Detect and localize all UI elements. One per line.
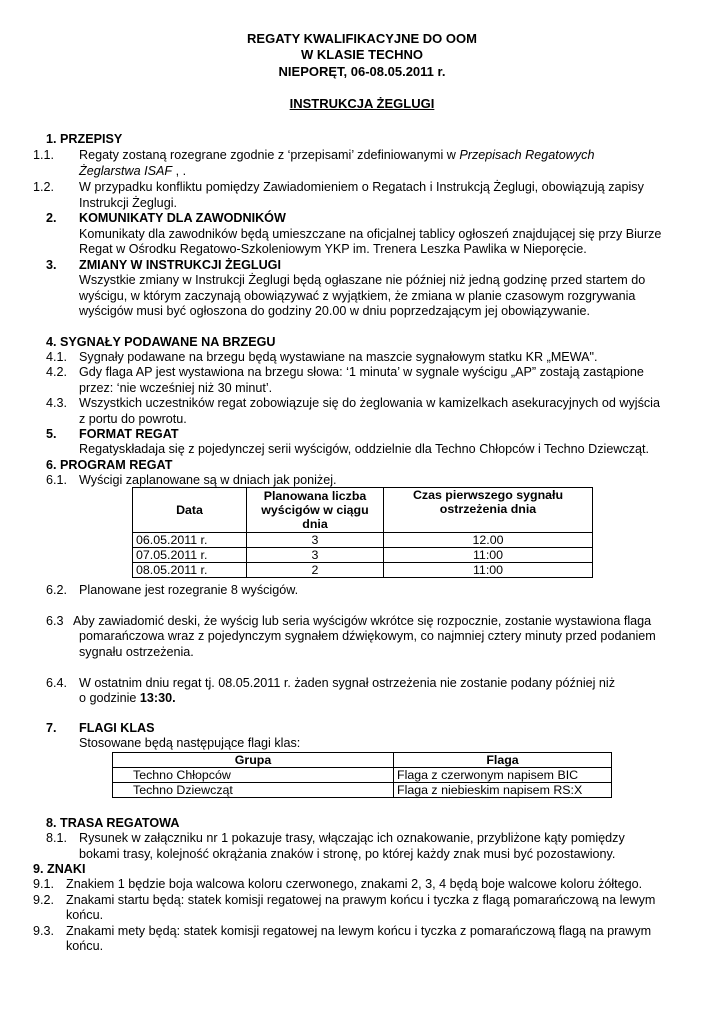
p93-text-1: Znakami mety będą: statek komisji regatowej na lewym końcu i tyczka z pomarańczową flagą na prawym (66, 924, 652, 938)
section-2-heading: KOMUNIKATY DLA ZAWODNIKÓW (79, 211, 286, 225)
p63-text-3: sygnału ostrzeżenia. (79, 645, 194, 659)
title-line-3: NIEPORĘT, 06-08.05.2011 r. (278, 64, 446, 79)
table-cell: Techno Chłopców (113, 768, 394, 783)
p64-text-2-main: o godzinie (79, 691, 140, 705)
time-header-line-2: ostrzeżenia dnia (439, 502, 537, 516)
flags-table (112, 752, 612, 798)
flags-header-group: Grupa (113, 753, 394, 768)
p92-number: 9.2. (33, 893, 55, 907)
section-2-number: 2. (46, 211, 57, 225)
table-cell: 06.05.2011 r. (133, 533, 247, 548)
section-5-heading: FORMAT REGAT (79, 427, 179, 441)
p63-number: 6.3 (46, 614, 64, 628)
flags-table-header (113, 753, 612, 768)
section-9-heading: 9. ZNAKI (33, 862, 86, 876)
table-cell: 11:00 (384, 548, 593, 563)
section-7-number: 7. (46, 721, 57, 735)
table-cell: 07.05.2011 r. (133, 548, 247, 563)
section-5-number: 5. (46, 427, 57, 441)
s3-text-1: Wszystkie zmiany w Instrukcji Żeglugi będą ogłaszane nie później niż jedną godzinę przed startem do (79, 273, 646, 287)
table-cell: 3 (247, 548, 384, 563)
p42-text-2: przez: ‘nie wcześniej niż 30 minut’. (79, 381, 273, 395)
p63-text-1: Aby zawiadomić deski, że wyścig lub seria wyścigów wkrótce się rozpocznie, zostanie wystawiona flaga (73, 614, 652, 628)
section-4-heading: 4. SYGNAŁY PODAWANE NA BRZEGU (46, 335, 276, 349)
p41-number: 4.1. (46, 350, 68, 364)
table-cell: Flaga z niebieskim napisem RS:X (394, 783, 612, 798)
table-row (133, 563, 593, 578)
p42-number: 4.2. (46, 365, 68, 379)
schedule-header-races (247, 488, 384, 533)
schedule-table (132, 487, 593, 578)
p61-text: Wyścigi zaplanowane są w dniach jak poniżej. (79, 473, 337, 487)
p64-number: 6.4. (46, 676, 68, 690)
table-row (133, 533, 593, 548)
races-header-line-3: dnia (302, 517, 328, 531)
p41-text: Sygnały podawane na brzegu będą wystawiane na maszcie sygnałowym statku KR „MEWA". (79, 350, 598, 364)
title-line-2: W KLASIE TECHNO (300, 47, 424, 62)
p62-number: 6.2. (46, 583, 68, 597)
table-cell: Techno Dziewcząt (113, 783, 394, 798)
schedule-header-time (384, 488, 593, 533)
races-header-line-1: Planowana liczba (263, 489, 367, 503)
table-cell: 3 (247, 533, 384, 548)
p81-number: 8.1. (46, 831, 68, 845)
s2-text-2: Regat w Ośrodku Regatowo-Szkoleniowym YKP im. Trenera Leszka Pawlika w Nieporęcie. (79, 242, 587, 256)
s3-text-2: wyścigu, w którym zaczynają obowiązywać z wyjątkiem, że zmiana w planie czasowym rozgrywania (79, 289, 636, 303)
p11-tail: , . (172, 164, 187, 178)
title-line-1: REGATY KWALIFIKACYJNE DO OOM (247, 31, 477, 46)
table-cell: 12.00 (384, 533, 593, 548)
p62-text: Planowane jest rozegranie 8 wyścigów. (79, 583, 299, 597)
p11-text-italic-2: Żeglarstwa ISAF (79, 164, 173, 178)
table-row (113, 783, 612, 798)
p64-time: 13:30. (139, 691, 176, 705)
p81-text-1: Rysunek w załączniku nr 1 pokazuje trasy, włączając ich oznakowanie, przybliżone kąty pomiędzy (79, 831, 625, 845)
p63-text-2: pomarańczowa wraz z pojedynczym sygnałem dźwiękowym, co najmniej cztery minuty przed podaniem (79, 629, 656, 643)
table-cell: 11:00 (384, 563, 593, 578)
p11-text-italic: Przepisach Regatowych (459, 148, 595, 162)
p12-number: 1.2. (33, 180, 55, 194)
p93-number: 9.3. (33, 924, 55, 938)
table-row (113, 768, 612, 783)
document-subtitle: INSTRUKCJA ŻEGLUGI (289, 96, 435, 111)
s5-text: Regatyskładaja się z pojedynczej serii wyścigów, oddzielnie dla Techno Chłopców i Techno Dziewcząt. (79, 442, 650, 456)
schedule-table-header (133, 488, 593, 533)
p11-text-2 (79, 164, 186, 179)
s7-text: Stosowane będą następujące flagi klas: (79, 736, 301, 750)
flags-header-flag: Flaga (394, 753, 612, 768)
table-cell: 08.05.2011 r. (133, 563, 247, 578)
p12-text: W przypadku konfliktu pomiędzy Zawiadomieniem o Regatach i Instrukcją Żeglugi, obowiązują zapisy (79, 180, 644, 194)
p64-text-2 (79, 691, 176, 706)
s3-text-3: wyścigów musi być ogłoszona do godziny 20.00 w dniu poprzedzającym jej obowiązywanie. (79, 304, 591, 318)
p11-text (79, 148, 594, 163)
time-header-line-1: Czas pierwszego sygnału (412, 488, 564, 502)
table-cell: 2 (247, 563, 384, 578)
p64-text-1: W ostatnim dniu regat tj. 08.05.2011 r. żaden sygnał ostrzeżenia nie zostanie podany później niż (79, 676, 616, 690)
section-3-number: 3. (46, 258, 57, 272)
p93-text-2: końcu. (66, 939, 104, 953)
section-3-heading: ZMIANY W INSTRUKCJI ŻEGLUGI (79, 258, 281, 272)
p11-number: 1.1. (33, 148, 55, 162)
p11-text-main: Regaty zostaną rozegrane zgodnie z ‘przepisami’ zdefiniowanymi w (79, 148, 460, 162)
p12-text-2: Instrukcji Żeglugi. (79, 196, 177, 210)
p61-number: 6.1. (46, 473, 68, 487)
section-7-heading: FLAGI KLAS (79, 721, 155, 735)
section-8-heading: 8. TRASA REGATOWA (46, 816, 180, 830)
p43-number: 4.3. (46, 396, 68, 410)
table-cell: Flaga z czerwonym napisem BIC (394, 768, 612, 783)
schedule-header-date: Data (133, 488, 247, 533)
p43-text-2: z portu do powrotu. (79, 412, 187, 426)
table-row (133, 548, 593, 563)
p92-text-1: Znakami startu będą: statek komisji regatowej na prawym końcu i tyczka z flagą pomarańczową na lewym (66, 893, 656, 907)
s2-text-1: Komunikaty dla zawodników będą umieszczane na oficjalnej tablicy ogłoszeń znajdującej się przy Biurze (79, 227, 662, 241)
section-6-heading: 6. PROGRAM REGAT (46, 458, 173, 472)
races-header-line-2: wyścigów w ciągu (261, 503, 369, 517)
section-1-heading: 1. PRZEPISY (46, 132, 123, 146)
p42-text-1: Gdy flaga AP jest wystawiona na brzegu słowa: ‘1 minuta’ w sygnale wyścigu „AP” zostają zastąpione (79, 365, 644, 379)
p43-text-1: Wszystkich uczestników regat zobowiązuje się do żeglowania w kamizelkach asekuracyjnych od wyjścia (79, 396, 660, 410)
p81-text-2: bokami trasy, kolejność okrążania znaków i stronę, po której każdy znak musi być pozostawiony. (79, 847, 616, 861)
p91-number: 9.1. (33, 877, 55, 891)
p92-text-2: końcu. (66, 908, 104, 922)
p91-text: Znakiem 1 będzie boja walcowa koloru czerwonego, znakami 2, 3, 4 będą boje walcowe koloru żółtego. (66, 877, 643, 891)
